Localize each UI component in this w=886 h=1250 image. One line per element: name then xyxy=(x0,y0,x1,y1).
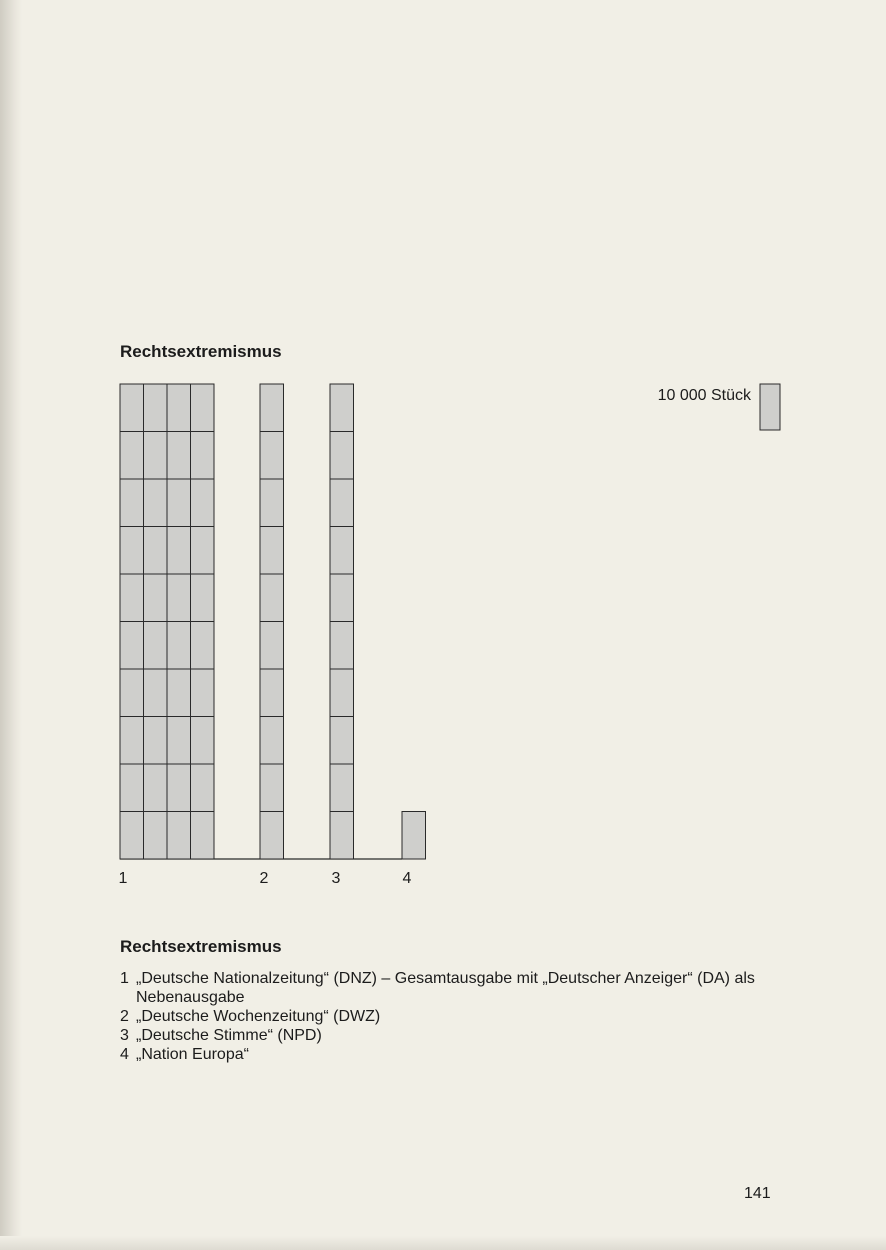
x-tick-labels xyxy=(119,870,412,887)
bar-1-unit xyxy=(191,669,215,717)
bar-3-unit xyxy=(330,812,354,860)
bar-1-unit xyxy=(120,669,144,717)
legend-item-number: 1 xyxy=(120,970,129,987)
bar-2-unit xyxy=(260,432,284,480)
bar-1-unit xyxy=(167,384,191,432)
bar-3-unit xyxy=(330,384,354,432)
unit-key xyxy=(658,384,780,430)
legend-item-4 xyxy=(120,1045,800,1064)
bar-1-unit xyxy=(120,479,144,527)
bar-group xyxy=(120,384,426,859)
bar-1-unit xyxy=(144,527,168,575)
bar-3-unit xyxy=(330,669,354,717)
bar-2-unit xyxy=(260,812,284,860)
bar-1-unit xyxy=(191,812,215,860)
x-tick-label-2: 2 xyxy=(259,870,269,887)
bar-1-unit xyxy=(120,764,144,812)
bar-3-unit xyxy=(330,432,354,480)
bar-1-unit xyxy=(191,622,215,670)
bar-1-unit xyxy=(167,669,191,717)
x-tick-label-1: 1 xyxy=(118,870,128,887)
bar-1-unit xyxy=(144,669,168,717)
bar-1-unit xyxy=(144,384,168,432)
bar-3-unit xyxy=(330,527,354,575)
bar-3-unit xyxy=(330,764,354,812)
x-tick-label-3: 3 xyxy=(331,870,341,887)
chart-title: Rechtsextremismus xyxy=(120,342,282,361)
bar-1-unit xyxy=(191,432,215,480)
bar-2-unit xyxy=(260,574,284,622)
bar-1-unit xyxy=(191,527,215,575)
bar-2-unit xyxy=(260,717,284,765)
bar-1-unit xyxy=(120,574,144,622)
legend-item-number: 4 xyxy=(120,1046,129,1063)
bar-1-unit xyxy=(144,574,168,622)
bar-1-unit xyxy=(144,432,168,480)
bar-3-unit xyxy=(330,622,354,670)
bar-1-unit xyxy=(167,479,191,527)
x-tick-label-4: 4 xyxy=(402,870,412,887)
bar-1-unit xyxy=(167,764,191,812)
legend-title: Rechtsextremismus xyxy=(120,937,282,956)
bar-2-unit xyxy=(260,384,284,432)
bar-2-unit xyxy=(260,764,284,812)
page-number: 141 xyxy=(744,1185,771,1202)
bar-1-unit xyxy=(120,384,144,432)
bar-1-unit xyxy=(144,479,168,527)
bar-1-unit xyxy=(191,479,215,527)
bar-1-unit xyxy=(120,527,144,575)
legend-item-number: 2 xyxy=(120,1008,129,1025)
legend-item-text: „Deutsche Stimme“ (NPD) xyxy=(136,1027,322,1044)
bar-1-unit xyxy=(144,717,168,765)
bar-1-unit xyxy=(144,622,168,670)
bar-1-unit xyxy=(167,527,191,575)
legend-item-number: 3 xyxy=(120,1027,129,1044)
bar-1-unit xyxy=(191,384,215,432)
bar-1-unit xyxy=(167,622,191,670)
legend-item-1 xyxy=(120,969,800,1007)
bar-1-unit xyxy=(120,432,144,480)
legend-item-text: „Deutsche Nationalzeitung“ (DNZ) – Gesamtausgabe mit „Deutscher Anzeiger“ (DA) als Nebenausgabe xyxy=(136,970,755,1006)
legend-item-2 xyxy=(120,1007,800,1026)
legend-item-3 xyxy=(120,1026,800,1045)
legend-item-text: „Nation Europa“ xyxy=(136,1046,249,1063)
bar-1-unit xyxy=(120,812,144,860)
bar-1-unit xyxy=(144,764,168,812)
unit-key-label: 10 000 Stück xyxy=(657,387,751,404)
bar-1-unit xyxy=(191,764,215,812)
bar-2-unit xyxy=(260,622,284,670)
bar-1-unit xyxy=(144,812,168,860)
bar-1-unit xyxy=(191,717,215,765)
bar-1-unit xyxy=(167,432,191,480)
bar-1-unit xyxy=(167,717,191,765)
bar-1-unit xyxy=(191,574,215,622)
bar-1-unit xyxy=(167,574,191,622)
bar-2-unit xyxy=(260,479,284,527)
legend-list xyxy=(120,969,800,1064)
bar-1-unit xyxy=(120,717,144,765)
bar-1-unit xyxy=(120,622,144,670)
bar-4-unit xyxy=(402,812,426,860)
unit-key-box xyxy=(760,384,780,430)
bar-3-unit xyxy=(330,479,354,527)
bar-2-unit xyxy=(260,527,284,575)
bar-2-unit xyxy=(260,669,284,717)
legend-item-text: „Deutsche Wochenzeitung“ (DWZ) xyxy=(136,1008,381,1025)
bar-3-unit xyxy=(330,717,354,765)
bar-1-unit xyxy=(167,812,191,860)
bar-3-unit xyxy=(330,574,354,622)
